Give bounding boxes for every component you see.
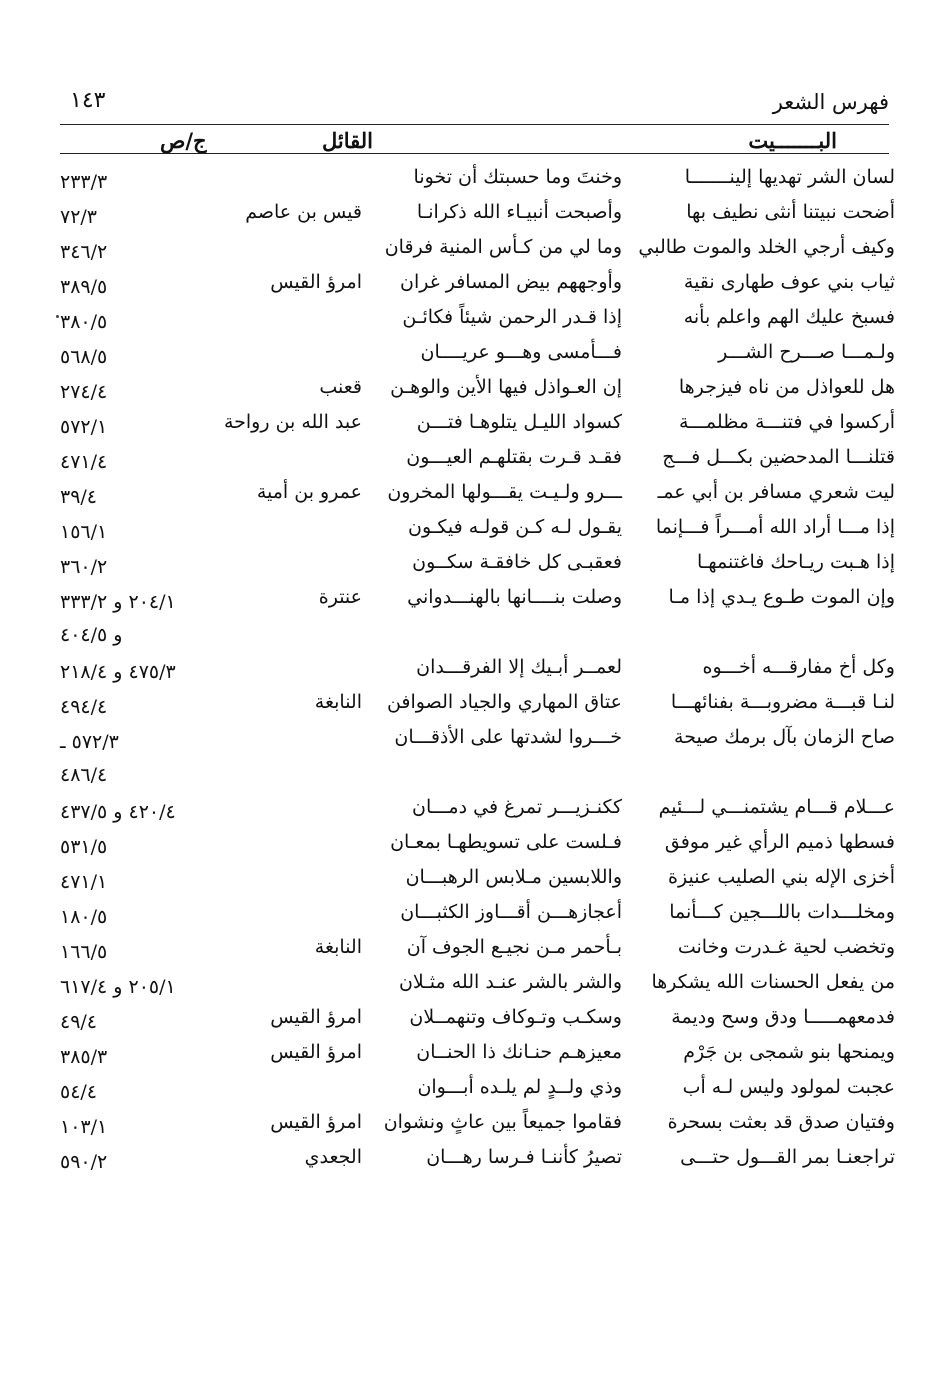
index-row: [0, 1144, 947, 1179]
verse-second-hemistich: واللابسين مـلابس الرهبـــان: [405, 866, 622, 888]
verse-first-hemistich: فسطها ذميم الرأي غير موفق: [664, 831, 895, 853]
index-row: [0, 1074, 947, 1109]
verse-second-hemistich: أعجازهـــن أقـــاوز الكثبـــان: [400, 901, 622, 923]
volume-page-reference: [60, 201, 200, 234]
verse-second-hemistich: فـــأمسى وهـــو عريــــان: [420, 341, 622, 363]
verse-second-hemistich: إن العـواذل فيها الأين والوهـن: [390, 376, 622, 398]
volume-page-reference: [60, 796, 200, 829]
volume-page-reference: [60, 726, 200, 792]
verse-first-hemistich: فدمعهمـــــا ودق وسح وديمة: [671, 1006, 895, 1028]
volume-page-reference: [60, 166, 200, 199]
index-row: [0, 269, 947, 304]
index-row: [0, 969, 947, 1004]
volume-page-reference: [60, 1111, 200, 1144]
reference-line: ٣٨٩/٥: [60, 276, 108, 298]
poet-name: قعنب: [319, 376, 362, 398]
verse-first-hemistich: إذا هـبت ريـاحك فاغتنمهـا: [696, 551, 895, 573]
verse-second-hemistich: معيزهـم حنـانك ذا الحنــان: [416, 1041, 622, 1063]
volume-page-reference: [60, 306, 200, 339]
poetry-index-table: [0, 164, 947, 1179]
volume-page-reference: [60, 586, 200, 652]
verse-second-hemistich: لعمــر أبـيك إلا الفرقـــدان: [416, 656, 622, 678]
verse-second-hemistich: وما لي من كـأس المنية فرقان: [384, 236, 622, 258]
verse-second-hemistich: بـأحمر مـن نجيـع الجوف آن: [406, 936, 622, 958]
verse-second-hemistich: كسواد الليـل يتلوهـا فتـــن: [416, 411, 622, 433]
index-row: [0, 409, 947, 444]
verse-second-hemistich: وأصبحت أنبيـاء الله ذكرانـا: [416, 201, 622, 223]
verse-first-hemistich: هل للعواذل من ناه فيزجرها: [678, 376, 895, 398]
page-number: ١٤٣: [70, 88, 106, 113]
poet-name: عنترة: [318, 586, 362, 608]
reference-column-header: ج/ص: [160, 128, 207, 153]
index-row: [0, 1039, 947, 1074]
reference-line: ٤٧٥/٣ و ٢١٨/٤: [60, 661, 176, 683]
reference-line: ٤٧١/٤: [60, 451, 108, 473]
index-row: [0, 479, 947, 514]
verse-first-hemistich: صاح الزمان بآل برمك صيحة: [674, 726, 895, 748]
poet-name: الجعدي: [304, 1146, 362, 1168]
index-row: [0, 444, 947, 479]
volume-page-reference: [60, 1006, 200, 1039]
verse-first-hemistich: وتخضب لحية غـدرت وخانت: [677, 936, 895, 958]
index-row: [0, 339, 947, 374]
reference-line: ٥٧٢/٣ ـ: [60, 731, 119, 753]
volume-page-reference: [60, 236, 200, 269]
reference-line: ٢٣٣/٣: [60, 171, 108, 193]
index-row: [0, 934, 947, 969]
reference-line: ٣٨٥/٣: [60, 1046, 108, 1068]
volume-page-reference: [60, 971, 200, 1004]
reference-line: ٤٧١/١: [60, 871, 108, 893]
verse-first-hemistich: ليت شعري مسافر بن أبي عمـ: [657, 481, 895, 503]
verse-first-hemistich: وكل أخ مفارقـــه أخـــوه: [702, 656, 895, 678]
volume-page-reference: [60, 411, 200, 444]
reference-line: ٥٧٢/١: [60, 416, 108, 438]
index-row: [0, 899, 947, 934]
index-row: [0, 654, 947, 689]
verse-second-hemistich: إذا قـدر الرحمن شيئاً فكائـن: [402, 306, 622, 328]
verse-first-hemistich: أركسوا في فتنـــة مظلمـــة: [679, 411, 895, 433]
header-rule: [60, 124, 889, 125]
verse-first-hemistich: من يفعل الحسنات الله يشكرها: [651, 971, 895, 993]
index-row: [0, 829, 947, 864]
index-row: [0, 864, 947, 899]
verse-first-hemistich: وفتيان صدق قد بعثت بسحرة: [667, 1111, 895, 1133]
poet-name: قيس بن عاصم: [245, 201, 362, 223]
verse-second-hemistich: والشر بالشر عنـد الله مثـلان: [398, 971, 622, 993]
verse-second-hemistich: تصيرُ كأننـا فـرسا رهـــان: [426, 1146, 622, 1168]
verse-second-hemistich: وصلت بنــــانها بالهنـــدواني: [407, 586, 622, 608]
volume-page-reference: [60, 901, 200, 934]
reference-line: ٥٣١/٥: [60, 836, 108, 858]
verse-second-hemistich: وذي ولــدٍ لم يلـده أبـــوان: [417, 1076, 622, 1098]
poet-name: عبد الله بن رواحة: [223, 411, 362, 433]
volume-page-reference: [60, 1041, 200, 1074]
volume-page-reference: [60, 446, 200, 479]
reference-line: ٢٧٤/٤: [60, 381, 108, 403]
index-row: [0, 514, 947, 549]
reference-line: ٤٩٤/٤: [60, 696, 108, 718]
volume-page-reference: [60, 516, 200, 549]
volume-page-reference: [60, 866, 200, 899]
verse-second-hemistich: عتاق المهاري والجياد الصوافن: [386, 691, 622, 713]
verse-first-hemistich: فسبخ عليك الهم واعلم بأنه: [683, 306, 895, 328]
index-row: [0, 689, 947, 724]
reference-line: ٣٨٠/٥: [60, 311, 108, 333]
reference-line: ٣٤٦/٢: [60, 241, 108, 263]
poet-name: امرؤ القيس: [270, 1111, 362, 1133]
verse-first-hemistich: عـــلام قـــام يشتمنـــي لـــئيم: [658, 796, 895, 818]
poet-name: النابغة: [314, 691, 362, 713]
reference-line: ٤٨٦/٤: [60, 764, 108, 786]
volume-page-reference: [60, 376, 200, 409]
verse-first-hemistich: إذا مـــا أراد الله أمـــراً فـــإنما: [655, 516, 895, 538]
verse-first-hemistich: أخزى الإله بني الصليب عنيزة: [668, 866, 895, 888]
volume-page-reference: [60, 831, 200, 864]
reference-line: ٤٢٠/٤ و ٤٣٧/٥: [60, 801, 176, 823]
author-column-header: القائل: [322, 128, 374, 153]
volume-page-reference: [60, 691, 200, 724]
index-row: [0, 549, 947, 584]
poet-name: امرؤ القيس: [270, 271, 362, 293]
verse-first-hemistich: ويمنحها بنو شمجى بن جَرْم: [683, 1041, 895, 1063]
verse-second-hemistich: ـــرو ولـيـت يقـــولها المخرون: [387, 481, 622, 503]
reference-line: ٢٠٥/١ و ٦١٧/٤: [60, 976, 176, 998]
reference-line: و ٤٠٤/٥: [60, 624, 123, 646]
verse-second-hemistich: فقاموا جميعاً بين عاثٍ ونشوان: [383, 1111, 622, 1133]
reference-line: ٣٩/٤: [60, 486, 98, 508]
index-row: [0, 199, 947, 234]
verse-second-hemistich: فـلست على تسويطهـا بمعـان: [390, 831, 622, 853]
index-row: [0, 1004, 947, 1039]
verse-second-hemistich: فقـد قـرت بقتلهـم العيـــون: [406, 446, 622, 468]
verse-second-hemistich: وخنتَ وما حسبتك أن تخونا: [413, 166, 622, 188]
page-header: [60, 88, 889, 126]
verse-first-hemistich: ومخلـــدات باللـــجين كـــأنما: [669, 901, 895, 923]
verse-first-hemistich: ثياب بني عوف طهارى نقية: [683, 271, 895, 293]
verse-first-hemistich: عجبت لمولود وليس لـه أب: [682, 1076, 895, 1098]
index-row: [0, 304, 947, 339]
verse-second-hemistich: وأوجههم بيض المسافر غران: [400, 271, 622, 293]
reference-line: ١٦٦/٥: [60, 941, 108, 963]
reference-line: ١٥٦/١: [60, 521, 108, 543]
volume-page-reference: [60, 481, 200, 514]
reference-line: ٥٤/٤: [60, 1081, 98, 1103]
column-header-rule: [60, 153, 889, 154]
poet-name: عمرو بن أمية: [256, 481, 362, 503]
verse-first-hemistich: قتلنـــا المدحضين بكـــل فـــج: [662, 446, 895, 468]
index-row: [0, 164, 947, 199]
volume-page-reference: [60, 551, 200, 584]
verse-first-hemistich: ولـمـــا صـــرح الشـــر: [718, 341, 895, 363]
verse-first-hemistich: لنـا قبـــة مضروبـــة بفنائهـــا: [670, 691, 895, 713]
verse-second-hemistich: وسكـب وتـوكاف وتنهمــلان: [409, 1006, 622, 1028]
verse-second-hemistich: خـــروا لشدتها على الأذقـــان: [394, 726, 622, 748]
poet-name: امرؤ القيس: [270, 1041, 362, 1063]
index-row: [0, 724, 947, 794]
index-row: [0, 1109, 947, 1144]
verse-first-hemistich: أضحت نبيتنا أنثى نطيف بها: [686, 201, 895, 223]
index-row: [0, 234, 947, 269]
reference-line: ١٨٠/٥: [60, 906, 108, 928]
verse-first-hemistich: تراجعنـا بمر القـــول حتـــى: [680, 1146, 895, 1168]
poet-name: النابغة: [314, 936, 362, 958]
index-row: [0, 794, 947, 829]
poet-name: امرؤ القيس: [270, 1006, 362, 1028]
reference-line: ٢٠٤/١ و ٣٣٣/٢: [60, 591, 176, 613]
volume-page-reference: [60, 936, 200, 969]
reference-line: ٧٢/٣: [60, 206, 98, 228]
volume-page-reference: [60, 1146, 200, 1179]
reference-line: ٥٩٠/٢: [60, 1151, 108, 1173]
running-title: فهرس الشعر: [772, 90, 889, 114]
volume-page-reference: [60, 1076, 200, 1109]
reference-line: ٥٦٨/٥: [60, 346, 108, 368]
verse-column-header: البـــــــيت: [748, 128, 837, 153]
verse-first-hemistich: لسان الشر تهديها إلينـــــــا: [684, 166, 895, 188]
reference-line: ١٠٣/١: [60, 1116, 108, 1138]
index-row: [0, 584, 947, 654]
verse-second-hemistich: فعقبـى كل خافقـة سكــون: [412, 551, 622, 573]
verse-second-hemistich: يقـول لـه كـن قولـه فيكـون: [408, 516, 622, 538]
reference-line: ٤٩/٤: [60, 1011, 98, 1033]
index-row: [0, 374, 947, 409]
reference-line: ٣٦٠/٢: [60, 556, 108, 578]
verse-first-hemistich: وكيف أرجي الخلد والموت طالبي: [638, 236, 895, 258]
volume-page-reference: [60, 656, 200, 689]
verse-second-hemistich: ككنـزيـــر تمرغ في دمـــان: [411, 796, 622, 818]
volume-page-reference: [60, 271, 200, 304]
volume-page-reference: [60, 341, 200, 374]
verse-first-hemistich: وإن الموت طـوع يـدي إذا مـا: [668, 586, 895, 608]
